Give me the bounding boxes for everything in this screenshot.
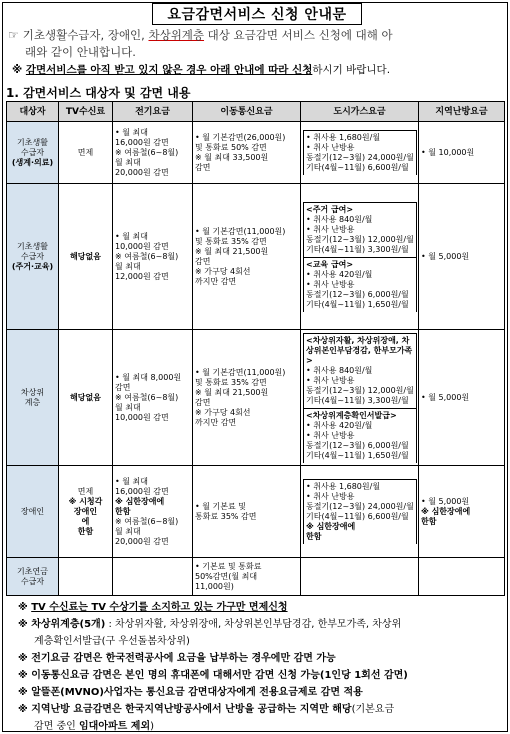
electric-cell: [113, 184, 193, 330]
mobile-cell: [193, 122, 301, 184]
note-underlined: TV 수신료는 TV 수상기를 소지하고 있는 가구만 면제신청: [31, 602, 288, 613]
note-bold: 이동통신요금 감면은 본인 명의 휴대폰에 대해서만 감면 신청 가능(1인당 1회선 감면): [31, 670, 408, 681]
note-line: [18, 701, 506, 718]
mobile-line: ※ 가구당 4회선: [195, 407, 251, 417]
electric-line: ※ 여름철(6~8월): [115, 251, 179, 261]
note-cont-post: ): [150, 721, 155, 732]
intro-text: [8, 27, 504, 61]
mobile-line: ※ 월 최대 21,500원: [195, 387, 269, 397]
mobile-cell: [193, 184, 301, 330]
gas-block-header: <교육 급여>: [306, 259, 354, 269]
gas-line: • 취사 난방용: [306, 224, 355, 234]
electric-list: [115, 373, 190, 423]
electric-line: 한함: [115, 506, 131, 516]
tv-cell: 면제: [59, 122, 113, 184]
note-continuation: [18, 718, 506, 734]
header-target: 대상자: [7, 102, 59, 122]
intro-line1-pre: 기초생활수급자, 장애인,: [22, 28, 149, 42]
mobile-cell: [193, 330, 301, 466]
heating-line: 한함: [421, 516, 437, 526]
gas-block: [304, 202, 417, 257]
gas-line: • 취사용 420원/월: [306, 269, 373, 279]
target-line: 계층: [24, 397, 41, 407]
gas-block-header: <주거 급여>: [306, 204, 354, 214]
target-line: 수급자: [20, 147, 45, 157]
electric-cell: [113, 466, 193, 558]
tv-line: 에: [81, 516, 90, 526]
table-row: [7, 184, 505, 330]
mobile-line: 및 통화료 35% 감면: [195, 236, 267, 246]
note-bold: 전기요금 감면은 한국전력공사에 요금을 납부하는 경우에만 감면 가능: [31, 653, 336, 664]
tv-cell: 해당없음: [59, 184, 113, 330]
note-mark: ※: [18, 687, 32, 698]
mobile-line: 및 통화료 35% 감면: [195, 377, 267, 387]
gas-line: 동절기(12~3월) 24,000원/월: [306, 153, 414, 162]
electric-list: [115, 232, 190, 282]
intro-line2: 래와 같이 안내합니다.: [25, 45, 136, 59]
mobile-line: • 월 기본감면(11,000원): [195, 367, 286, 377]
tv-line: 장애인: [73, 506, 98, 516]
note-cont-bold: 임대아파트 제외: [79, 721, 151, 732]
electric-line: 10,000원 감면: [115, 412, 169, 422]
note-mark: ※: [18, 602, 32, 613]
target-cell: [7, 558, 59, 596]
gas-line: • 취사 난방용: [306, 279, 355, 289]
electric-line: 20,000원 감면: [115, 167, 169, 177]
tv-cell: [59, 466, 113, 558]
gas-line: 동절기(12~3월) 12,000원/월: [306, 234, 414, 244]
table-row: [7, 558, 505, 596]
note-bold: 지역난방 요금감면은 한국지역난방공사에서 난방을 공급하는 지역만 해당: [31, 704, 352, 715]
mobile-line: 통화료 35% 감면: [195, 511, 257, 521]
gas-block-cell: [304, 202, 417, 257]
mobile-line: 50%감면(월 최대: [195, 571, 258, 581]
note-line: [18, 684, 506, 701]
tv-cell: [59, 558, 113, 596]
note-line: [18, 599, 506, 616]
target-line: 장애인: [20, 506, 45, 516]
target-cell: [7, 466, 59, 558]
mobile-line: 까지만 감면: [195, 276, 237, 286]
note-line: [18, 650, 506, 667]
target-cell: [7, 184, 59, 330]
note-mark: ※: [18, 670, 32, 681]
notice-line: [12, 62, 508, 77]
mobile-line: • 기본료 및 통화료: [195, 561, 262, 571]
gas-block-cell: [304, 333, 417, 408]
gas-list: [306, 482, 414, 542]
note-line: [18, 667, 506, 684]
electric-line: • 월 최대: [115, 476, 148, 486]
heating-cell: • 월 10,000원: [419, 122, 505, 184]
page-title: 요금감면서비스 신청 안내문: [152, 3, 362, 25]
notice-mark: ※: [12, 64, 26, 76]
table-row: [7, 330, 505, 466]
gas-subtable: [303, 479, 417, 544]
heating-line: • 월 5,000원: [421, 496, 470, 506]
heating-cell: [419, 558, 505, 596]
gas-block: [304, 333, 417, 408]
mobile-line: • 월 기본감면(11,000원): [195, 226, 286, 236]
gas-cell: [301, 122, 419, 184]
section-title: 1. 감면서비스 대상자 및 감면 내용: [6, 86, 191, 100]
mobile-list: [195, 133, 298, 173]
mobile-line: • 월 기본감면(26,000원): [195, 132, 286, 142]
target-line: 수급자: [20, 576, 45, 586]
header-mobile: 이동통신요금: [193, 102, 301, 122]
gas-line: 기타(4월~11월) 3,300원/월: [306, 244, 409, 254]
header-gas: 도시가스요금: [301, 102, 419, 122]
table-row: [7, 122, 505, 184]
gas-block: [304, 408, 417, 463]
electric-line: 월 최대: [115, 261, 141, 271]
gas-block: [304, 257, 417, 312]
notes-section: [18, 599, 506, 734]
mobile-cell: [193, 466, 301, 558]
gas-line: • 취사 난방용: [306, 492, 355, 501]
target-line: 기초연금: [17, 566, 48, 576]
electric-list: [115, 128, 190, 178]
tv-line: ※ 시청각: [68, 496, 103, 506]
mobile-line: 11,000원): [195, 581, 234, 591]
intro-line1-post: 대상 요금감면 서비스 신청에 대해 아: [204, 28, 393, 42]
gas-list: [306, 215, 414, 255]
gas-list: [306, 133, 414, 173]
gas-line: 기타(4월~11월) 1,650원/월: [306, 450, 409, 460]
gas-line: • 취사용 840원/월: [306, 365, 373, 375]
gas-line: • 취사용 840원/월: [306, 214, 373, 224]
gas-line: 기타(4월~11월) 3,300원/월: [306, 395, 409, 405]
tv-cell: 해당없음: [59, 330, 113, 466]
gas-line: 기타(4월~11월) 1,650원/월: [306, 299, 409, 309]
heating-cell: • 월 5,000원: [419, 184, 505, 330]
mobile-line: 까지만 감면: [195, 417, 237, 427]
gas-line: 동절기(12~3월) 6,000원/월: [306, 440, 409, 450]
gas-list: [306, 270, 414, 310]
gas-block: [304, 131, 417, 176]
electric-cell: [113, 558, 193, 596]
mobile-line: • 월 기본료 및: [195, 501, 246, 511]
mobile-line: 및 통화료 50% 감면: [195, 142, 267, 152]
electric-cell: [113, 330, 193, 466]
heating-line: ※ 심한장애에: [421, 506, 471, 516]
table-header-row: [7, 102, 505, 122]
gas-list: [306, 366, 414, 406]
electric-line: 월 최대: [115, 157, 141, 167]
gas-block-cell: [304, 131, 417, 176]
gas-cell: [301, 558, 419, 596]
gas-line: • 취사용 420원/월: [306, 420, 373, 430]
gas-block: [304, 480, 417, 545]
target-line: 차상위: [20, 387, 45, 397]
electric-line: ※ 여름철(6~8월): [115, 516, 179, 526]
gas-subtable: [303, 333, 417, 463]
gas-list: [306, 421, 414, 461]
electric-cell: [113, 122, 193, 184]
tv-line: 면제: [77, 486, 94, 496]
mobile-line: 감면: [195, 162, 211, 172]
target-line: 기초생활: [17, 137, 48, 147]
electric-line: 월 최대: [115, 526, 141, 536]
gas-line: • 취사 난방용: [306, 430, 355, 440]
gas-block-cell: [304, 257, 417, 312]
electric-line: 12,000원 감면: [115, 271, 169, 281]
gas-line: • 취사 난방용: [306, 143, 355, 152]
target-cell: [7, 122, 59, 184]
gas-line: ※ 심한장애에: [306, 522, 356, 531]
gas-line: 한함: [306, 532, 322, 541]
electric-line: • 월 최대: [115, 127, 148, 137]
gas-line: • 취사 난방용: [306, 375, 355, 385]
gas-subtable: [303, 130, 417, 175]
gas-line: 기타(4월~11월) 6,600원/월: [306, 163, 409, 172]
electric-line: ※ 심한장애에: [115, 496, 165, 506]
mobile-line: 감면: [195, 397, 211, 407]
heating-cell: [419, 466, 505, 558]
header-tv: TV수신료: [59, 102, 113, 122]
target-cell: [7, 330, 59, 466]
target-line: (생계·의료): [11, 157, 54, 167]
table-row: [7, 466, 505, 558]
mobile-cell: [193, 558, 301, 596]
note-line: [18, 616, 506, 633]
gas-line: • 취사용 1,680원/월: [306, 482, 381, 491]
intro-highlight: 차상위계층: [148, 28, 205, 42]
mobile-list: [195, 562, 298, 592]
header-heating: 지역난방요금: [419, 102, 505, 122]
target-line: 기초생활: [17, 241, 48, 251]
electric-line: 16,000원 감면: [115, 486, 169, 496]
electric-line: 10,000원 감면: [115, 241, 169, 251]
gas-block-cell: [304, 408, 417, 463]
note-bold: 알뜰폰(MVNO)사업자는 통신요금 감면대상자에게 전용요금제로 감면 적용: [31, 687, 363, 698]
mobile-list: [195, 227, 298, 287]
gas-line: • 취사용 1,680원/월: [306, 133, 381, 142]
electric-line: 20,000원 감면: [115, 536, 169, 546]
notice-main: 감면서비스를 아직 받고 있지 않은 경우 아래 안내에 따라 신청: [25, 64, 313, 76]
note-continuation: 계층확인서발급(구 우선돌봄차상위): [34, 636, 190, 647]
gas-subtable: [303, 202, 417, 312]
gas-block-cell: [304, 480, 417, 545]
note-mark: ※: [18, 704, 32, 715]
gas-cell: [301, 184, 419, 330]
note-bold: 차상위계층(5개): [31, 619, 106, 630]
gas-line: 동절기(12~3월) 6,000원/월: [306, 289, 409, 299]
electric-line: 16,000원 감면: [115, 137, 169, 147]
electric-list: [115, 477, 190, 547]
notice-tail: 하시기 바랍니다.: [312, 64, 391, 76]
mobile-list: [195, 502, 298, 522]
target-line: (주거·교육): [11, 261, 54, 271]
mobile-line: 감면: [195, 256, 211, 266]
gas-cell: [301, 466, 419, 558]
note-rest: : 차상위자활, 차상위장애, 차상위본인부담경감, 한부모가족, 차상위: [105, 619, 402, 630]
electric-line: ※ 여름철(6~8월): [115, 147, 179, 157]
heating-cell: • 월 5,000원: [419, 330, 505, 466]
pointing-hand-icon: ☞: [8, 28, 19, 42]
gas-line: 기타(4월~11월) 6,600원/월: [306, 512, 409, 521]
discount-table: [6, 101, 505, 596]
note-cont-pre: 감면 중인: [34, 721, 79, 732]
mobile-line: ※ 월 최대 21,500원: [195, 246, 269, 256]
tv-line: 한함: [77, 526, 94, 536]
electric-line: • 월 최대 8,000원: [115, 372, 182, 382]
electric-line: • 월 최대: [115, 231, 148, 241]
gas-block-header: <차상위자활, 차상위장애, 차상위본인부담경감, 한부모가족>: [306, 335, 413, 365]
electric-line: ※ 여름철(6~8월): [115, 392, 179, 402]
electric-line: 감면: [115, 382, 131, 392]
mobile-line: ※ 가구당 4회선: [195, 266, 251, 276]
gas-block-header: <차상위계층확인서발급>: [306, 410, 397, 420]
mobile-line: ※ 월 최대 33,500원: [195, 152, 269, 162]
gas-line: 동절기(12~3월) 12,000원/월: [306, 385, 414, 395]
header-electric: 전기요금: [113, 102, 193, 122]
mobile-list: [195, 368, 298, 428]
electric-line: 월 최대: [115, 402, 141, 412]
note-mark: ※: [18, 653, 32, 664]
note-rest: (기본요금: [351, 704, 395, 715]
note-mark: ※: [18, 619, 32, 630]
target-line: 수급자: [20, 251, 45, 261]
gas-line: 동절기(12~3월) 24,000원/월: [306, 502, 414, 511]
gas-cell: [301, 330, 419, 466]
